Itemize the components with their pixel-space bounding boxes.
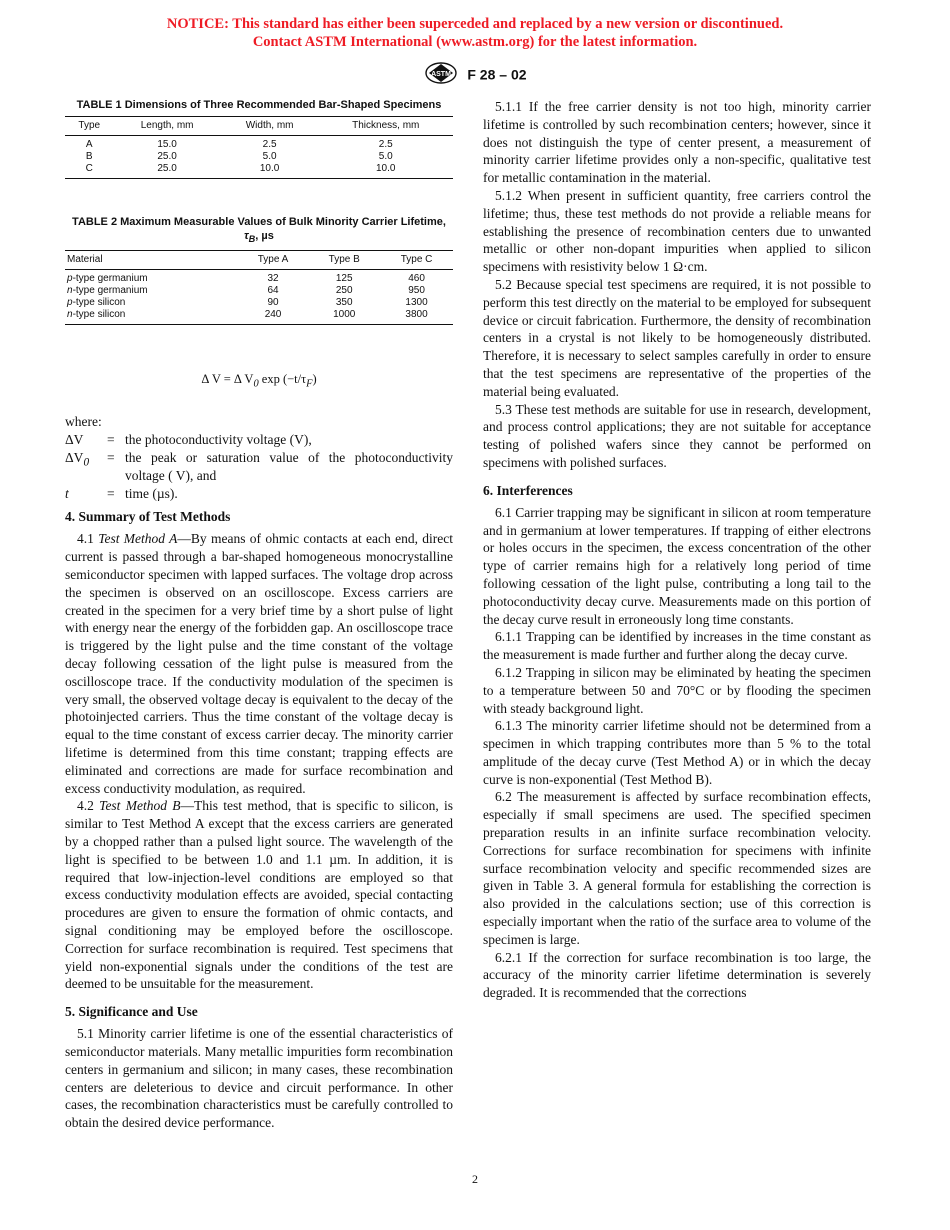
table-cell: 250 bbox=[335, 285, 353, 297]
table-cell: 10.0 bbox=[221, 163, 319, 179]
table-cell: 240 bbox=[238, 309, 309, 325]
table2-title bbox=[65, 215, 453, 246]
table-cell: C bbox=[65, 163, 113, 179]
section-4-heading: 4. Summary of Test Methods bbox=[65, 509, 231, 525]
paragraph-4-2: 4.2 Test Method B—This test method, that is specific to silicon, is similar to Test Method A except that the excess carriers are generated by a chopped rather than a pulsed light source. The wavelength of the light is specified to be between 1.0 and 1.1 µm. In addition, it is required that low-injection-level conditions are employed so that excess conductivity modulation effects are avoided, special contacting procedures are given to ensure the formation of ohmic contacts, and signal conditioning may be employed before the oscilloscope. Correction for surface recombination is required. Test specimens that yield non-exponential signals under the conditions of the test are deemed to be unsuitable for the measurement. bbox=[65, 798, 454, 992]
where-def-row: t = time (µs). bbox=[65, 485, 178, 501]
paragraph-6-1-1: 6.1.1 Trapping can be identified by increases in the time constant as the measurement is made further and further along the decay curve. bbox=[483, 629, 871, 663]
notice-line-2: Contact ASTM International (www.astm.org) for the latest information. bbox=[252, 34, 698, 50]
paragraph-5-3: 5.3 These test methods are suitable for use in research, development, and process control applications; they are not suitable for acceptance testing of polished wafers since they cannot be performed on specimens with polished surfaces. bbox=[483, 401, 871, 470]
table-row bbox=[65, 309, 453, 325]
table1-header: Thickness, mm bbox=[318, 117, 453, 136]
paragraph-6-1: 6.1 Carrier trapping may be significant in silicon at room temperature and in germanium at lower temperatures. If trapping of either electrons or holes occurs in the specimen, the excess concentration of the other type of carrier remains high for a relatively long period of time following cessation of the light pulse, contributing a long tail to the photoconductivity decay curve. Measurements made on this portion of the decay curve result in erroneously long time constants. bbox=[483, 504, 872, 627]
table-cell: 25.0 bbox=[113, 163, 220, 179]
paragraph-6-2-1: 6.2.1 If the correction for surface recombination is too large, the accuracy of the minority carrier lifetime determination is severely degraded. It is recommended that the corrections bbox=[483, 949, 871, 1001]
table-cell: p-type silicon bbox=[67, 297, 126, 309]
table2-title-sub: B bbox=[248, 234, 256, 245]
paragraph-5-2: 5.2 Because special test specimens are required, it is not possible to perform this test directly on the material to be employed for subsequent device or circuit fabrication. Furthermore, the density of recombination centers in a crystal is not likely to be homogeneously distributed. Therefore, it is necessary to select samples carefully in order to ensure that the test specimens are representative of the properties of the material being evaluated. bbox=[483, 276, 871, 399]
paragraph-4-1: 4.1 Test Method A—By means of ohmic contacts at each end, direct current is passed through a bar-shaped homogeneous monocrystalline semiconductor specimen with lapped surfaces. The voltage drop across the specimen is observed on an oscilloscope. Excess carriers are created in the specimen for a very brief time by a short pulse of light with energy near the energy of the forbidden gap. An oscilloscope trace is triggered by the light pulse and the time constant of the voltage decay following cessation of the light pulse is measured from the oscilloscope trace. If the conductivity modulation of the specimen is very small, the observed voltage decay is equivalent to the decay of the photoinjected carriers. Thus the time constant of the voltage decay is equal to the time constant of excess carrier decay. The minority carrier lifetime is determined from this time constant; trapping effects are eliminated and corrections are made for surface recombination and excess conductivity modulation, as required. bbox=[65, 531, 454, 796]
paragraph-5-1: 5.1 Minority carrier lifetime is one of the essential characteristics of semiconductor materials. Many metallic impurities form recombination centers in germanium and silicon; in many cases, these recombination centers are deleterious to device and circuit performance. In other cases, the recombination characteristics must be carefully controlled to obtain the desired device performance. bbox=[65, 1026, 453, 1131]
table-cell: 460 bbox=[408, 273, 425, 285]
standard-designation: F 28 – 02 bbox=[467, 66, 527, 83]
table-cell: 5.0 bbox=[378, 151, 393, 162]
table2-header: Type B bbox=[308, 251, 380, 270]
table-cell: 350 bbox=[335, 297, 353, 309]
table1 bbox=[65, 116, 453, 179]
table-cell: 64 bbox=[267, 285, 279, 297]
table-row bbox=[65, 270, 453, 286]
paragraph-6-1-2: 6.1.2 Trapping in silicon may be eliminated by heating the specimen to a temperature between 50 and 70°C or by flooding the specimen with steady background light. bbox=[483, 664, 871, 716]
section-5-heading: 5. Significance and Use bbox=[65, 1004, 198, 1020]
table-cell: 5.0 bbox=[262, 151, 277, 162]
table1-header: Width, mm bbox=[221, 117, 319, 136]
decay-equation: Δ V = Δ $V_0$ $\exp (-t/\tau_F)$ bbox=[201, 372, 317, 390]
table2-header: Type C bbox=[380, 251, 453, 270]
where-block bbox=[65, 413, 453, 502]
table2-title-unit: , µs bbox=[255, 230, 274, 242]
table2-header: Type A bbox=[238, 251, 309, 270]
table-cell: A bbox=[85, 139, 93, 150]
table2-title-text: TABLE 2 Maximum Measurable Values of Bulk Minority Carrier Lifetime, bbox=[72, 216, 446, 228]
table-cell: 2.5 bbox=[262, 139, 277, 150]
astm-logo-icon bbox=[423, 62, 459, 87]
table-cell: n-type germanium bbox=[67, 285, 148, 297]
table-cell: 2.5 bbox=[378, 139, 393, 150]
right-column bbox=[483, 98, 871, 1002]
page-header bbox=[0, 62, 950, 87]
where-def-row: ΔV = the photoconductivity voltage (V), bbox=[65, 432, 312, 448]
table-cell: 1000 bbox=[308, 309, 380, 325]
table-cell: 32 bbox=[267, 273, 279, 285]
table2 bbox=[65, 250, 453, 325]
table-cell: n-type silicon bbox=[65, 309, 238, 325]
table2-header: Material bbox=[65, 251, 238, 270]
table-row bbox=[65, 151, 453, 163]
table-cell: 950 bbox=[408, 285, 425, 297]
where-def-row: $\Delta V_0$ = the peak or saturation value of the photoconductivity voltage ( V), and bbox=[65, 450, 453, 483]
paragraph-6-2: 6.2 The measurement is affected by surface recombination effects, especially if small specimens are used. The specified specimen preparation results in an infinite surface recombination velocity. Corrections for surface recombination for specimens with infinite surface recombination velocity and specific recommended sizes are given in Table 3. A general formula for establishing the correction is also provided in the calculations section; use of this correction is especially important when the ratio of the surface area to volume of the specimen is large. bbox=[483, 789, 871, 947]
left-column bbox=[65, 98, 453, 1132]
section-6-heading: 6. Interferences bbox=[483, 482, 573, 498]
table-cell: 125 bbox=[335, 273, 353, 285]
table-cell: 90 bbox=[267, 297, 279, 309]
page-number: 2 bbox=[472, 1172, 478, 1186]
table-cell: 15.0 bbox=[157, 139, 177, 150]
table-row bbox=[65, 163, 453, 179]
table-cell: B bbox=[85, 151, 93, 162]
table-row bbox=[65, 297, 453, 309]
table1-header: Type bbox=[65, 117, 113, 136]
table1-title: TABLE 1 Dimensions of Three Recommended Bar-Shaped Specimens bbox=[76, 99, 442, 111]
table-cell: 10.0 bbox=[318, 163, 453, 179]
table-cell: 3800 bbox=[380, 309, 453, 325]
table2-title-tau: τ bbox=[244, 230, 249, 242]
paragraph-6-1-3: 6.1.3 The minority carrier lifetime should not be determined from a specimen in which trapping contributes more than 5 % to the total amplitude of the decay curve (Test Method A) or in which the decay curve is non-exponential (Test Method B). bbox=[483, 718, 871, 787]
table-row bbox=[65, 285, 453, 297]
svg-text:ASTM: ASTM bbox=[431, 71, 452, 78]
table-cell: 25.0 bbox=[157, 151, 177, 162]
notice-line-1: NOTICE: This standard has either been superceded and replaced by a new version or discontinued. bbox=[166, 16, 784, 32]
table-cell: p-type germanium bbox=[67, 273, 148, 285]
table1-header: Length, mm bbox=[113, 117, 220, 136]
where-intro: where: bbox=[65, 414, 102, 430]
paragraph-5-1-1: 5.1.1 If the free carrier density is not too high, minority carrier lifetime is controlled by such recombination centers; however, since it does not distinguish the type of center present, a measurement of minority carrier lifetime provides only a non-specific, qualitative test for metallic contamination in the material. bbox=[483, 99, 871, 186]
paragraph-5-1-2: 5.1.2 When present in sufficient quantity, free carriers control the lifetime; thus, these test methods do not provide a reliable means for establishing the presence of recombination centers due to unwanted metallic or other non-dopant impurities when applied to silicon specimens with resistivity below 1 Ω·cm. bbox=[483, 187, 871, 275]
table-row bbox=[65, 136, 453, 152]
notice-banner bbox=[0, 15, 950, 51]
table-cell: 1300 bbox=[405, 297, 428, 309]
